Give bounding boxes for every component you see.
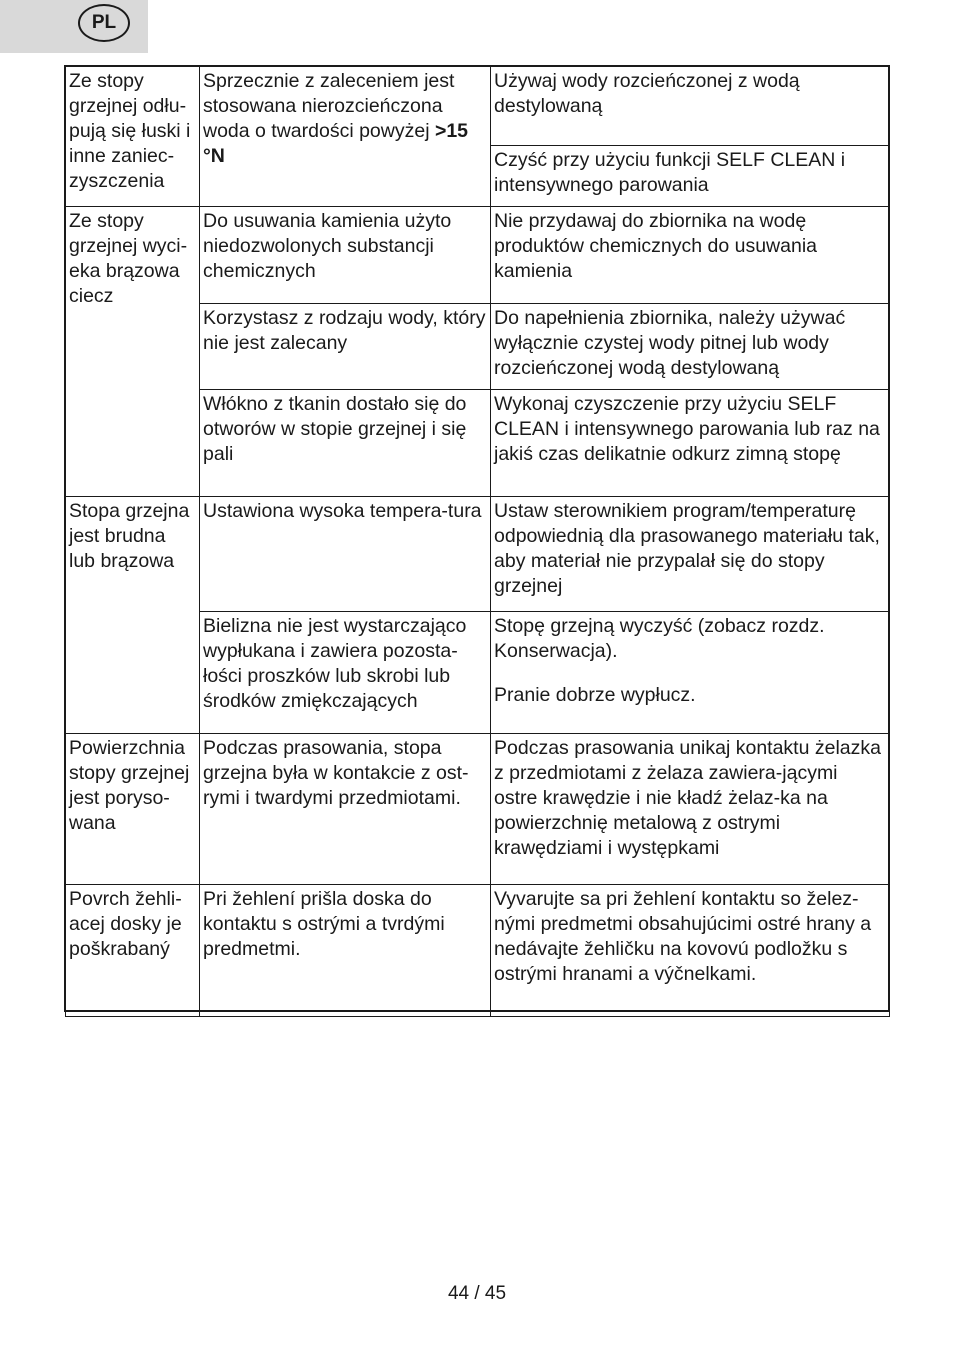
table-row bbox=[66, 67, 890, 146]
table-row bbox=[66, 497, 890, 612]
solution-cell: Nie przydawaj do zbiornika na wodę produktów chemicznych do usuwania kamienia bbox=[491, 207, 890, 304]
problem-cell: Ze stopy grzejnej odłu-pują się łuski i inne zaniec-zyszczenia bbox=[66, 67, 200, 207]
cause-bold-value: >15 °N bbox=[203, 120, 469, 167]
solution-cell: Vyvarujte sa pri žehlení kontaktu so želez-nými predmetmi obsahujúcimi ostré hrany a nedávajte žehličku na kovovú podložku s ostrými hranami a výčnelkami. bbox=[491, 885, 890, 1017]
solution-cell: Ustaw sterownikiem program/temperaturę odpowiednią dla prasowanego materiału tak, aby materiał nie przypalał się do stopy grzejnej bbox=[491, 497, 890, 612]
problem-cell: Stopa grzejna jest brudna lub brązowa bbox=[66, 497, 200, 734]
troubleshooting-table bbox=[65, 66, 890, 1017]
solution-cell: Do napełnienia zbiornika, należy używać wyłącznie czystej wody pitnej lub wody rozcieńczonej wodą destylowaną bbox=[491, 304, 890, 390]
cause-cell: Podczas prasowania, stopa grzejna była w kontakcie z ost-rymi i twardymi przedmiotami. bbox=[200, 734, 491, 885]
cause-text: Sprzecznie z zaleceniem jest stosowana nierozcieńczona woda o twardości powyżej bbox=[203, 70, 455, 142]
solution-cell: Czyść przy użyciu funkcji SELF CLEAN i intensywnego parowania bbox=[491, 146, 890, 207]
solution-text: Stopę grzejną wyczyść (zobacz rozdz. Konserwacja). bbox=[494, 615, 825, 662]
language-tab bbox=[0, 0, 148, 53]
cause-cell: Ustawiona wysoka tempera-tura bbox=[200, 497, 491, 612]
solution-cell: Wykonaj czyszczenie przy użyciu SELF CLEAN i intensywnego parowania lub raz na jakiś czas delikatnie odkurz zimną stopę bbox=[491, 390, 890, 497]
problem-cell: Povrch žehli-acej dosky je poškrabaný bbox=[66, 885, 200, 1017]
table-row bbox=[66, 207, 890, 304]
page-number: 44 / 45 bbox=[447, 1283, 507, 1304]
cause-cell: Włókno z tkanin dostało się do otworów w stopie grzejnej i się pali bbox=[200, 390, 491, 497]
cause-cell: Korzystasz z rodzaju wody, który nie jest zalecany bbox=[200, 304, 491, 390]
cause-cell: Bielizna nie jest wystarczająco wypłukana i zawiera pozosta-łości proszków lub skrobi lub środków zmiękczających bbox=[200, 612, 491, 734]
cause-cell bbox=[200, 67, 491, 207]
language-badge: PL bbox=[78, 4, 130, 42]
problem-cell: Powierzchnia stopy grzejnej jest poryso-wana bbox=[66, 734, 200, 885]
solution-cell: Podczas prasowania unikaj kontaktu żelazka z przedmiotami z żelaza zawiera-jącymi ostre krawędzie i nie kładź żelaz-ka na powierzchnię metalową z ostrymi krawędziami i występkami bbox=[491, 734, 890, 885]
table-row bbox=[66, 734, 890, 885]
solution-extra-text: Pranie dobrze wypłucz. bbox=[494, 684, 696, 706]
solution-cell: Używaj wody rozcieńczonej z wodą destylowaną bbox=[491, 67, 890, 146]
cause-cell: Pri žehlení prišla doska do kontaktu s ostrými a tvrdými predmetmi. bbox=[200, 885, 491, 1017]
table-row bbox=[66, 885, 890, 1017]
solution-cell bbox=[491, 612, 890, 734]
cause-cell: Do usuwania kamienia użyto niedozwolonych substancji chemicznych bbox=[200, 207, 491, 304]
problem-cell: Ze stopy grzejnej wyci-eka brązowa ciecz bbox=[66, 207, 200, 497]
